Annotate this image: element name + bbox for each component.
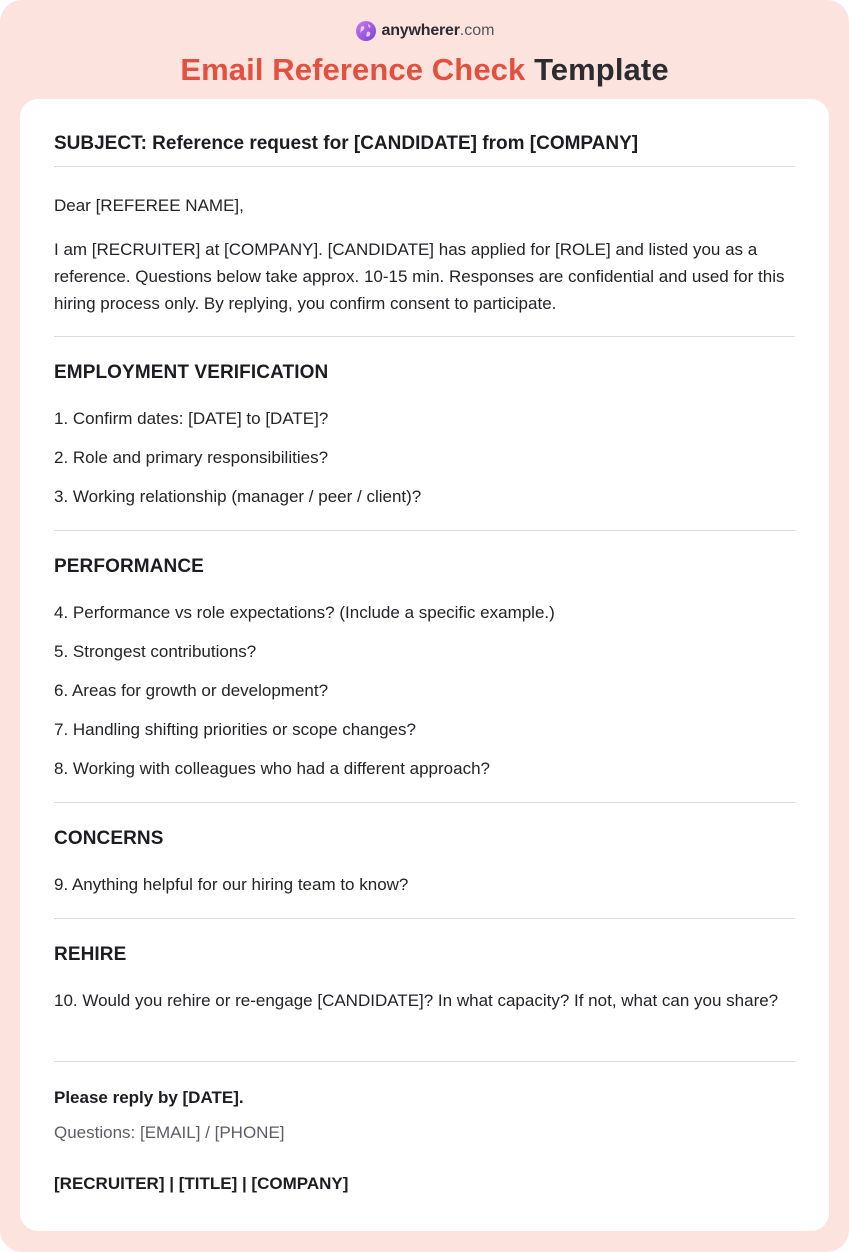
divider (54, 918, 795, 919)
page-title-accent: Email Reference Check (180, 52, 526, 87)
section-heading-employment-verification: EMPLOYMENT VERIFICATION (54, 362, 329, 383)
section-heading-performance: PERFORMANCE (54, 556, 204, 577)
question-item: 2. Role and primary responsibilities? (54, 448, 329, 467)
brand-name: anywherer.com (381, 22, 495, 39)
divider (54, 166, 795, 167)
question-item: 8. Working with colleagues who had a different approach? (54, 759, 490, 778)
question-item: 1. Confirm dates: [DATE] to [DATE]? (54, 409, 329, 428)
reply-deadline: Please reply by [DATE]. (54, 1088, 244, 1107)
email-signature: [RECRUITER] | [TITLE] | [COMPANY] (54, 1174, 349, 1193)
anywherer-logo-icon (355, 20, 377, 42)
contact-info: Questions: [EMAIL] / [PHONE] (54, 1123, 285, 1142)
question-item: 6. Areas for growth or development? (54, 681, 329, 700)
email-greeting: Dear [REFEREE NAME], (54, 196, 244, 215)
question-item: 5. Strongest contributions? (54, 642, 257, 661)
brand-logo (0, 19, 849, 43)
question-item: 9. Anything helpful for our hiring team to know? (54, 875, 409, 894)
question-item: 10. Would you rehire or re-engage [CANDIDATE]? In what capacity? If not, what can you share? (54, 991, 779, 1010)
page-title (0, 52, 849, 88)
divider (54, 1061, 795, 1062)
page-title-rest: Template (534, 52, 669, 87)
question-item: 3. Working relationship (manager / peer / client)? (54, 487, 422, 506)
question-item: 4. Performance vs role expectations? (Include a specific example.) (54, 603, 555, 622)
divider (54, 802, 795, 803)
section-heading-concerns: CONCERNS (54, 828, 164, 849)
question-item: 7. Handling shifting priorities or scope changes? (54, 720, 416, 739)
divider (54, 530, 795, 531)
divider (54, 336, 795, 337)
email-template-card (20, 99, 829, 1231)
email-intro: I am [RECRUITER] at [COMPANY]. [CANDIDATE] has applied for [ROLE] and listed you as a reference. Questions below take approx. 10-15 min. Responses are confidential and used for this hiring process only. By replying, you confirm consent to participate. (54, 240, 785, 313)
section-heading-rehire: REHIRE (54, 944, 127, 965)
email-subject: SUBJECT: Reference request for [CANDIDATE] from [COMPANY] (54, 133, 639, 154)
